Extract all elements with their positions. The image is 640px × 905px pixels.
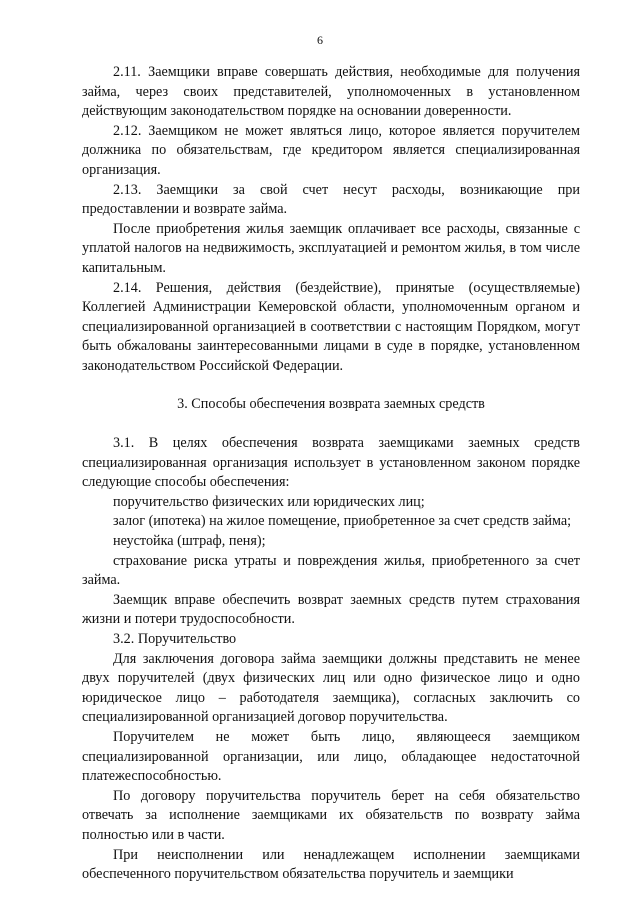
paragraph-guarantee-obligation: По договору поручительства поручитель берет на себя обязательство отвечать за исполнение заемщиками их обязательств по возврату займа полностью или в части. (82, 787, 580, 843)
paragraph-2-13: 2.13. Заемщики за свой счет несут расходы, возникающие при предоставлении и возврате займа. (82, 181, 580, 218)
paragraph-life-insurance: Заемщик вправе обеспечить возврат заемных средств путем страхования жизни и потери трудоспособности. (82, 591, 580, 628)
document-body (82, 63, 580, 885)
paragraph-2-12: 2.12. Заемщиком не может являться лицо, которое является поручителем должника по обязательствам, где кредитором является специализированная организация. (82, 122, 580, 178)
list-item-insurance: страхование риска утраты и повреждения жилья, приобретенного за счет займа. (82, 552, 580, 589)
list-item-penalty: неустойка (штраф, пеня); (113, 533, 266, 550)
section-heading: 3. Способы обеспечения возврата заемных средств (177, 395, 485, 412)
subsection-3-2-title: 3.2. Поручительство (113, 631, 237, 648)
paragraph-3-1: 3.1. В целях обеспечения возврата заемщиками заемных средств специализированная организация использует в установленном законом порядке следующие способы обеспечения: (82, 435, 580, 491)
paragraph-non-performance: При неисполнении или ненадлежащем исполнении заемщиками обеспеченного поручительством обязательства поручитель и заемщики (82, 846, 580, 883)
paragraph-2-14: 2.14. Решения, действия (бездействие), принятые (осуществляемые) Коллегией Администрации Кемеровской области, уполномоченным органом и специализированной организацией в соответствии с настоящим Порядком, могут быть обжалованы заинтересованными лицами в суде в порядке, установленном законодательством Российской Федерации. (82, 279, 580, 374)
list-item-pledge: залог (ипотека) на жилое помещение, приобретенное за счет средств займа; (113, 513, 572, 530)
list-item-guarantee: поручительство физических или юридических лиц; (113, 493, 425, 510)
page-number: 6 (317, 33, 323, 47)
paragraph-housing-expenses: После приобретения жилья заемщик оплачивает все расходы, связанные с уплатой налогов на недвижимость, эксплуатацией и ремонтом жилья, в том числе капитальным. (82, 220, 580, 276)
paragraph-guarantor-restriction: Поручителем не может быть лицо, являющееся заемщиком специализированной организации, или лицо, обладающее недостаточной платежеспособностью. (82, 729, 580, 785)
paragraph-2-11: 2.11. Заемщики вправе совершать действия, необходимые для получения займа, через своих представителей, уполномоченных в установленном действующим законодательством порядке на основании доверенности. (82, 64, 580, 120)
paragraph-guarantors-requirement: Для заключения договора займа заемщики должны представить не менее двух поручителей (двух физических лиц или одно физическое лицо и одно юридическое лицо – работодателя заемщика), согласных заключить со специализированной организацией договор поручительства. (82, 650, 580, 726)
